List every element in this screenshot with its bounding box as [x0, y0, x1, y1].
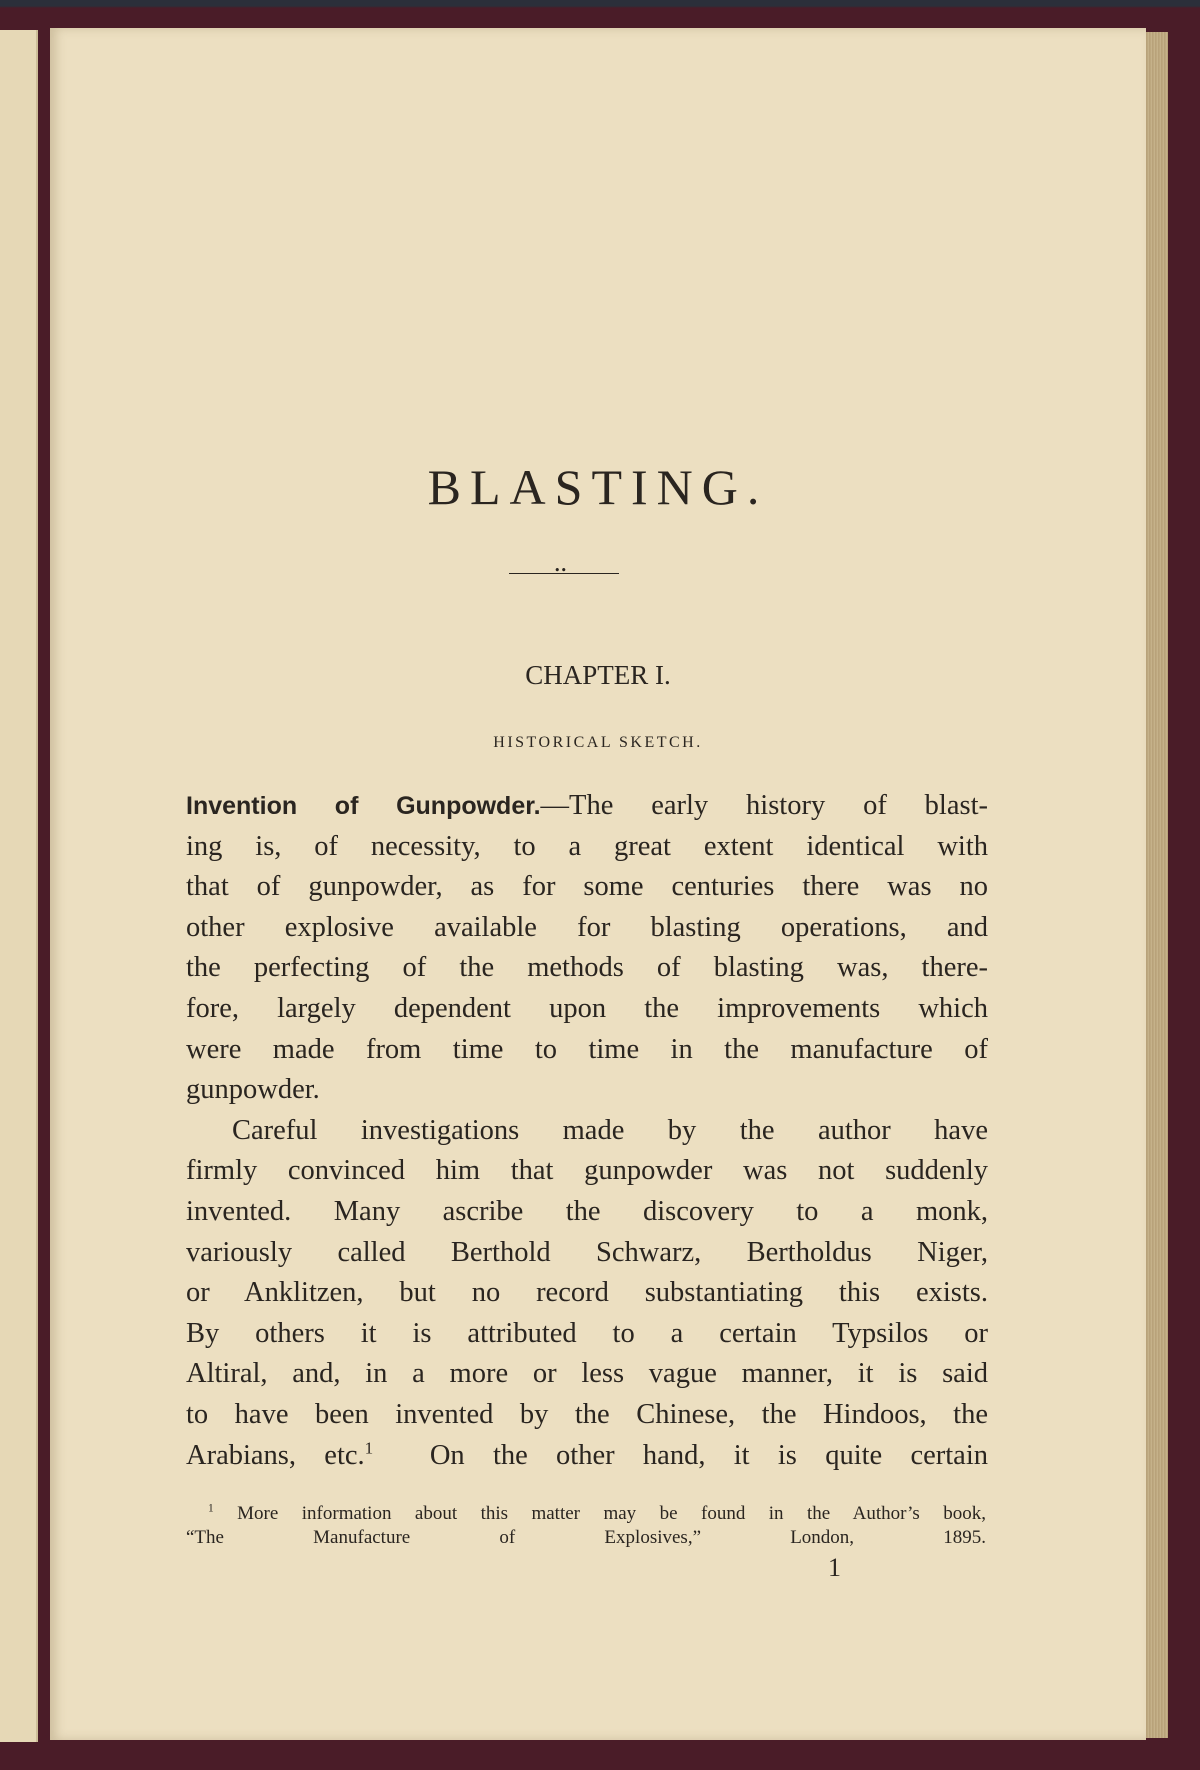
- page-block-edge: [1144, 32, 1168, 1738]
- text-line: fore, largely dependent upon the improvements which: [186, 992, 988, 1024]
- footnote-line: “The Manufacture of Explosives,” London, 1895.: [186, 1527, 986, 1548]
- text-line: were made from time to time in the manufacture of: [186, 1033, 988, 1065]
- facing-page-edge: [0, 30, 38, 1742]
- text-line: gunpowder.: [186, 1074, 320, 1106]
- text-line: invented. Many ascribe the discovery to a monk,: [186, 1195, 988, 1227]
- text-line: ing is, of necessity, to a great extent identical with: [186, 830, 988, 862]
- text-line: other explosive available for blasting operations, and: [186, 911, 988, 943]
- text-line: Arabians, etc.$^1$ On the other hand, it is quite certain: [186, 1438, 989, 1471]
- text-line: to have been invented by the Chinese, the Hindoos, the: [186, 1398, 988, 1430]
- book-page: [50, 28, 1146, 1740]
- section-lead: Invention of Gunpowder.: [186, 792, 541, 820]
- chapter-heading: CHAPTER I.: [525, 660, 671, 690]
- footnote: [186, 1502, 986, 1550]
- footnote-marker: 1: [208, 1502, 214, 1515]
- footnote-line: $^1$ More information about this matter may be found in the Author’s book,: [208, 1502, 987, 1524]
- text-line: firmly convinced him that gunpowder was not suddenly: [186, 1155, 988, 1187]
- divider-ornament: ••: [554, 564, 567, 577]
- book-title: BLASTING.: [427, 459, 769, 515]
- text-line: the perfecting of the methods of blasting was, there-: [186, 952, 988, 984]
- body-text: [186, 786, 988, 1476]
- text-line: Invention of Gunpowder.—The early history of blast-: [186, 790, 988, 821]
- text-line: variously called Berthold Schwarz, Bertholdus Niger,: [186, 1236, 988, 1268]
- text-line: or Anklitzen, but no record substantiating this exists.: [186, 1277, 988, 1309]
- text-line: By others it is attributed to a certain Typsilos or: [186, 1317, 988, 1349]
- text-line: Altiral, and, in a more or less vague manner, it is said: [186, 1358, 988, 1390]
- footnote-reference: 1: [364, 1438, 374, 1457]
- text-line: Careful investigations made by the author have: [232, 1114, 988, 1146]
- chapter-subtitle: HISTORICAL SKETCH.: [493, 734, 703, 751]
- text-line: that of gunpowder, as for some centuries there was no: [186, 871, 988, 903]
- page-number: 1: [828, 1553, 841, 1582]
